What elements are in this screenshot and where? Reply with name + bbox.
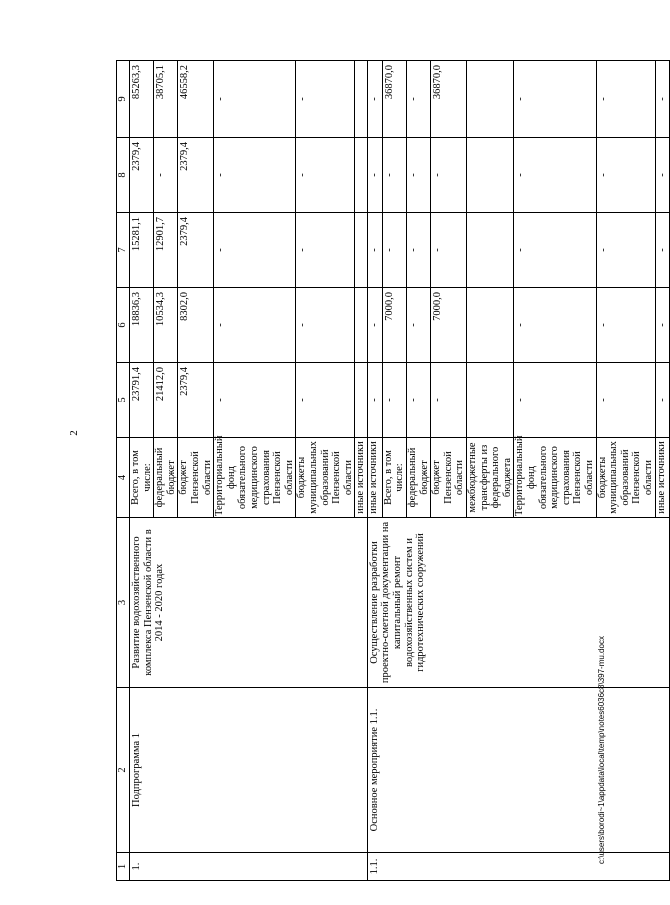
column-number: 3	[117, 518, 130, 688]
funding-source: бюджеты муниципальных образований Пензенской области	[596, 438, 655, 518]
amount-cell: -	[382, 363, 406, 438]
amount-cell	[467, 213, 514, 288]
amount-cell: -	[514, 138, 596, 213]
footer-path-text: c:\users\borodi~1\appdata\local\temp\notes6036c8\397-mu.docx	[597, 636, 606, 864]
column-number: 9	[117, 61, 130, 138]
amount-cell: -	[382, 138, 406, 213]
amount-cell: -	[407, 363, 431, 438]
amount-cell	[355, 288, 368, 363]
amount-cell: 8302,0	[178, 288, 214, 363]
amount-cell	[355, 213, 368, 288]
amount-cell: -	[296, 363, 355, 438]
footer-file-path	[596, 636, 610, 864]
funding-source: федеральный бюджет	[154, 438, 178, 518]
amount-cell	[467, 138, 514, 213]
amount-cell: -	[367, 363, 382, 438]
funding-source: Всего, в том числе:	[130, 438, 154, 518]
amount-cell: -	[655, 61, 670, 138]
funding-source: Всего, в том числе:	[382, 438, 406, 518]
funding-source: иные источники	[655, 438, 670, 518]
amount-cell: 2379,4	[178, 363, 214, 438]
funding-source: Территориальный фонд обязательного медицинского страхования Пензенской области	[514, 435, 595, 516]
amount-cell: -	[407, 138, 431, 213]
amount-cell: -	[431, 363, 467, 438]
table-row	[130, 61, 154, 881]
program-name: Подпрограмма 1	[130, 688, 368, 853]
amount-cell	[467, 288, 514, 363]
page-number: 2	[68, 430, 80, 436]
amount-cell: -	[154, 138, 178, 213]
amount-cell: -	[655, 288, 670, 363]
funding-source: федеральный бюджет	[407, 438, 431, 518]
amount-cell: -	[214, 138, 296, 213]
amount-cell: -	[407, 61, 431, 138]
column-number: 6	[117, 288, 130, 363]
funding-source: бюджет Пензенской области	[431, 438, 467, 518]
funding-source: Территориальный фонд обязательного медицинского страхования Пензенской области	[214, 435, 295, 516]
amount-cell: 12901,7	[154, 213, 178, 288]
amount-cell: -	[367, 213, 382, 288]
amount-cell: -	[296, 213, 355, 288]
amount-cell: -	[214, 363, 296, 438]
amount-cell: -	[431, 138, 467, 213]
amount-cell: 85263,3	[130, 61, 154, 138]
amount-cell: 2379,4	[178, 213, 214, 288]
amount-cell: 36870,0	[431, 61, 467, 138]
program-name: Основное мероприятие 1.1.	[367, 688, 669, 853]
amount-cell: -	[296, 288, 355, 363]
amount-cell: 15281,1	[130, 213, 154, 288]
amount-cell: -	[296, 138, 355, 213]
program-title: Развитие водохозяйственного комплекса Пензенской области в 2014 - 2020 годах	[130, 518, 368, 688]
amount-cell	[467, 363, 514, 438]
amount-cell: -	[514, 288, 596, 363]
amount-cell: 7000,0	[431, 288, 467, 363]
amount-cell: -	[596, 61, 655, 138]
amount-cell: -	[596, 288, 655, 363]
funding-source: бюджет Пензенской области	[178, 438, 214, 518]
amount-cell: 2379,4	[178, 138, 214, 213]
column-number: 1	[117, 853, 130, 881]
row-number: 1.1.	[367, 853, 669, 881]
column-number: 2	[117, 688, 130, 853]
column-number: 4	[117, 438, 130, 518]
column-number-row	[117, 61, 130, 881]
amount-cell	[355, 363, 368, 438]
amount-cell: -	[407, 213, 431, 288]
funding-source: межбюджетные трансферты из федерального бюджета	[467, 438, 514, 518]
amount-cell: -	[367, 138, 382, 213]
amount-cell: -	[596, 138, 655, 213]
amount-cell: -	[367, 61, 382, 138]
amount-cell: 38705,1	[154, 61, 178, 138]
amount-cell: -	[655, 213, 670, 288]
funding-source: иные источники	[355, 438, 368, 518]
amount-cell: -	[655, 363, 670, 438]
amount-cell: -	[514, 213, 596, 288]
amount-cell: -	[407, 288, 431, 363]
table-row	[367, 61, 382, 881]
row-number: 1.	[130, 853, 368, 881]
amount-cell: -	[367, 288, 382, 363]
amount-cell: -	[214, 213, 296, 288]
amount-cell: 36870,0	[382, 61, 406, 138]
amount-cell: 10534,3	[154, 288, 178, 363]
amount-cell: 18836,3	[130, 288, 154, 363]
amount-cell: -	[382, 213, 406, 288]
amount-cell	[355, 138, 368, 213]
funding-source: иные источники	[367, 438, 382, 518]
amount-cell: 21412,0	[154, 363, 178, 438]
amount-cell: -	[655, 138, 670, 213]
amount-cell: -	[214, 61, 296, 138]
amount-cell: -	[514, 61, 596, 138]
amount-cell: -	[431, 213, 467, 288]
amount-cell: -	[296, 61, 355, 138]
amount-cell: 2379,4	[130, 138, 154, 213]
column-number: 8	[117, 138, 130, 213]
amount-cell: -	[214, 288, 296, 363]
amount-cell: 46558,2	[178, 61, 214, 138]
amount-cell	[467, 61, 514, 138]
budget-table	[116, 60, 670, 881]
column-number: 5	[117, 363, 130, 438]
program-title: Осуществление разработки проектно-сметной документации на капитальный ремонт водохозяйственных систем и гидротехнических сооружений	[367, 518, 669, 688]
amount-cell: 7000,0	[382, 288, 406, 363]
amount-cell: -	[596, 363, 655, 438]
amount-cell: 23791,4	[130, 363, 154, 438]
amount-cell: -	[596, 213, 655, 288]
column-number: 7	[117, 213, 130, 288]
funding-source: бюджеты муниципальных образований Пензенской области	[296, 438, 355, 518]
amount-cell	[355, 61, 368, 138]
amount-cell: -	[514, 363, 596, 438]
